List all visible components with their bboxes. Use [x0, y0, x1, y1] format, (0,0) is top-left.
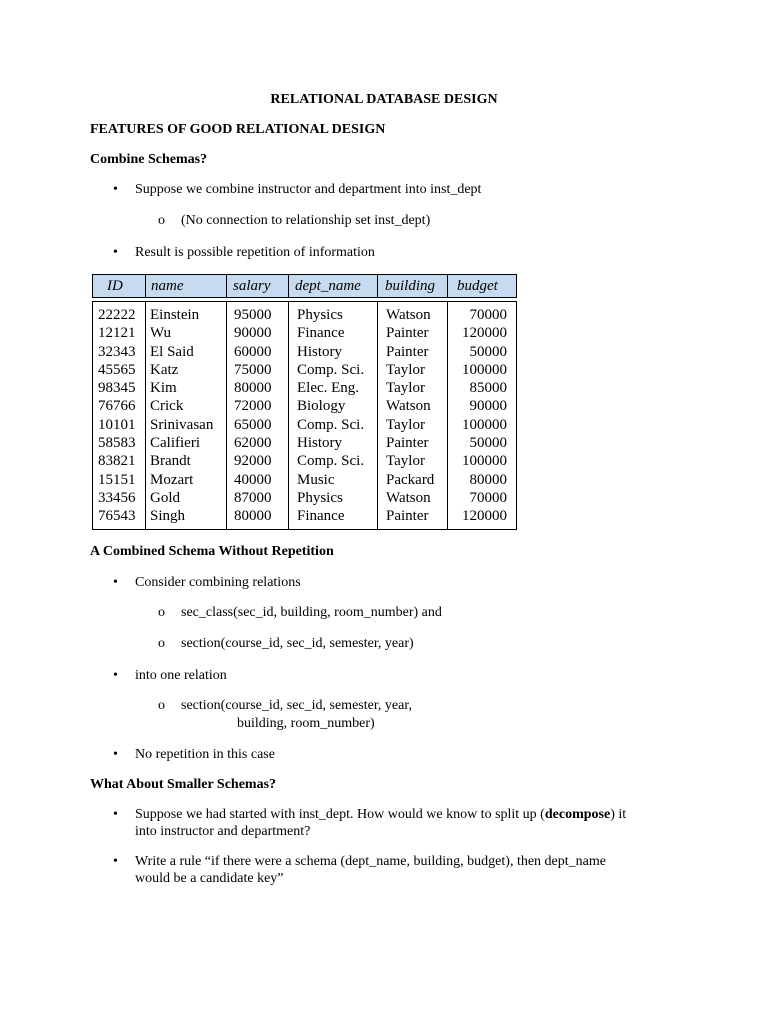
column-divider	[226, 275, 227, 297]
sub-bullet-text: section(course_id, sec_id, semester, year)	[181, 636, 414, 651]
section-heading-combined-schema: A Combined Schema Without Repetition	[90, 544, 334, 559]
table-cell: Finance	[297, 508, 345, 525]
section-heading-smaller-schemas: What About Smaller Schemas?	[90, 777, 277, 792]
table-cell: 70000	[469, 307, 507, 323]
table-cell: 80000	[234, 508, 272, 525]
table-header-cell: budget	[457, 278, 498, 294]
table-cell: Brandt	[150, 453, 191, 470]
table-header-cell: name	[151, 278, 184, 294]
table-cell: Biology	[297, 398, 346, 415]
column-divider	[145, 302, 146, 529]
table-cell: 100000	[462, 416, 507, 433]
table-cell: 100000	[462, 361, 507, 378]
table-header-cell: ID	[107, 278, 123, 294]
table-cell: Watson	[386, 307, 431, 323]
table-cell: Comp. Sci.	[297, 416, 365, 433]
table-cell: 65000	[234, 416, 272, 433]
bullet-icon: •	[113, 807, 118, 822]
table-cell: 62000	[234, 435, 272, 452]
table-cell: 12121	[98, 325, 136, 342]
table-cell: 83821	[98, 453, 136, 470]
table-cell: 70000	[469, 489, 507, 506]
table-cell: Painter	[386, 325, 429, 342]
column-divider	[377, 302, 378, 529]
bullet-text: Result is possible repetition of information	[135, 245, 375, 260]
table-cell: History	[297, 343, 342, 360]
table-cell: Comp. Sci.	[297, 361, 365, 378]
dept-name-column	[297, 306, 377, 526]
table-cell: 50000	[469, 435, 507, 452]
table-header-row	[92, 274, 517, 298]
table-cell: El Said	[150, 343, 194, 360]
salary-column	[234, 306, 286, 526]
bullet-icon: •	[113, 668, 118, 683]
bullet-text: Consider combining relations	[135, 575, 301, 590]
column-divider	[447, 275, 448, 297]
instructor-dept-table	[92, 274, 517, 530]
table-cell: Watson	[386, 489, 431, 506]
table-cell: 120000	[462, 325, 507, 342]
table-cell: Srinivasan	[150, 416, 214, 433]
sub-bullet-text: (No connection to relationship set inst_dept)	[181, 213, 431, 228]
column-divider	[226, 302, 227, 529]
table-cell: Califieri	[150, 435, 200, 452]
table-cell: 75000	[234, 361, 272, 378]
table-cell: 10101	[98, 416, 136, 433]
table-body	[92, 301, 517, 530]
table-cell: Taylor	[386, 380, 425, 397]
bullet-text-continued: would be a candidate key”	[135, 871, 284, 886]
table-cell: Watson	[386, 398, 431, 415]
table-cell: Mozart	[150, 471, 194, 488]
budget-column	[449, 306, 507, 526]
table-cell: 33456	[98, 489, 136, 506]
bullet-text-part: ) it	[610, 807, 627, 822]
table-cell: History	[297, 435, 342, 452]
sub-bullet-text-continued: building, room_number)	[237, 716, 375, 731]
sub-bullet-text: section(course_id, sec_id, semester, year,	[181, 698, 412, 713]
sub-bullet-icon: o	[158, 605, 165, 620]
table-cell: 60000	[234, 343, 272, 360]
table-cell: Comp. Sci.	[297, 453, 365, 470]
table-cell: Packard	[386, 471, 435, 488]
bullet-text: No repetition in this case	[135, 747, 275, 762]
table-cell: 90000	[469, 398, 507, 415]
table-cell: 15151	[98, 471, 136, 488]
table-cell: Taylor	[386, 361, 425, 378]
bullet-icon: •	[113, 854, 118, 869]
table-cell: Wu	[150, 325, 172, 342]
column-divider	[145, 275, 146, 297]
bullet-icon: •	[113, 245, 118, 260]
table-cell: 80000	[469, 471, 507, 488]
bullet-text: into one relation	[135, 668, 227, 683]
table-cell: Painter	[386, 435, 429, 452]
table-cell: Einstein	[150, 307, 200, 323]
table-cell: Painter	[386, 343, 429, 360]
building-column	[386, 306, 446, 526]
table-cell: Finance	[297, 325, 345, 342]
name-column	[150, 306, 226, 526]
table-cell: 100000	[462, 453, 507, 470]
table-cell: 22222	[98, 307, 136, 323]
table-cell: Katz	[150, 361, 179, 378]
column-divider	[447, 302, 448, 529]
table-cell: Physics	[297, 307, 343, 323]
table-cell: Kim	[150, 380, 177, 397]
column-divider	[288, 275, 289, 297]
table-cell: Music	[297, 471, 335, 488]
column-divider	[288, 302, 289, 529]
bullet-text: Write a rule “if there were a schema (dept_name, building, budget), then dept_name	[135, 854, 606, 869]
id-column	[98, 306, 144, 526]
table-cell: Gold	[150, 489, 180, 506]
table-cell: 76543	[98, 508, 136, 525]
bullet-text-part: Suppose we had started with inst_dept. How would we know to split up (	[135, 807, 545, 822]
table-cell: 50000	[469, 343, 507, 360]
table-cell: Taylor	[386, 453, 425, 470]
table-cell: 85000	[469, 380, 507, 397]
bullet-icon: •	[113, 575, 118, 590]
column-divider	[377, 275, 378, 297]
table-header-cell: salary	[233, 278, 271, 294]
bullet-icon: •	[113, 182, 118, 197]
table-cell: 87000	[234, 489, 272, 506]
table-cell: 32343	[98, 343, 136, 360]
table-cell: Physics	[297, 489, 343, 506]
table-cell: 90000	[234, 325, 272, 342]
subheading-combine-schemas: Combine Schemas?	[90, 152, 208, 167]
sub-bullet-text: sec_class(sec_id, building, room_number) and	[181, 605, 442, 620]
bullet-text	[135, 806, 626, 824]
bullet-text-continued: into instructor and department?	[135, 824, 311, 839]
table-cell: 72000	[234, 398, 272, 415]
table-cell: 92000	[234, 453, 272, 470]
table-cell: Taylor	[386, 416, 425, 433]
table-cell: Singh	[150, 508, 186, 525]
table-cell: Elec. Eng.	[297, 380, 360, 397]
table-cell: Painter	[386, 508, 429, 525]
table-cell: 120000	[462, 508, 507, 525]
bullet-text: Suppose we combine instructor and department into inst_dept	[135, 182, 482, 197]
page-title: RELATIONAL DATABASE DESIGN	[270, 92, 498, 107]
bullet-icon: •	[113, 747, 118, 762]
sub-bullet-icon: o	[158, 698, 165, 713]
table-cell: Crick	[150, 398, 184, 415]
bullet-text-bold: decompose	[544, 807, 611, 822]
table-header-cell: dept_name	[295, 278, 361, 294]
section-heading-features: FEATURES OF GOOD RELATIONAL DESIGN	[90, 122, 386, 137]
sub-bullet-icon: o	[158, 213, 165, 228]
table-cell: 76766	[98, 398, 136, 415]
table-cell: 58583	[98, 435, 136, 452]
table-cell: 45565	[98, 361, 136, 378]
table-cell: 95000	[234, 307, 272, 323]
sub-bullet-icon: o	[158, 636, 165, 651]
table-cell: 98345	[98, 380, 136, 397]
table-header-cell: building	[385, 278, 436, 294]
table-cell: 40000	[234, 471, 272, 488]
table-cell: 80000	[234, 380, 272, 397]
